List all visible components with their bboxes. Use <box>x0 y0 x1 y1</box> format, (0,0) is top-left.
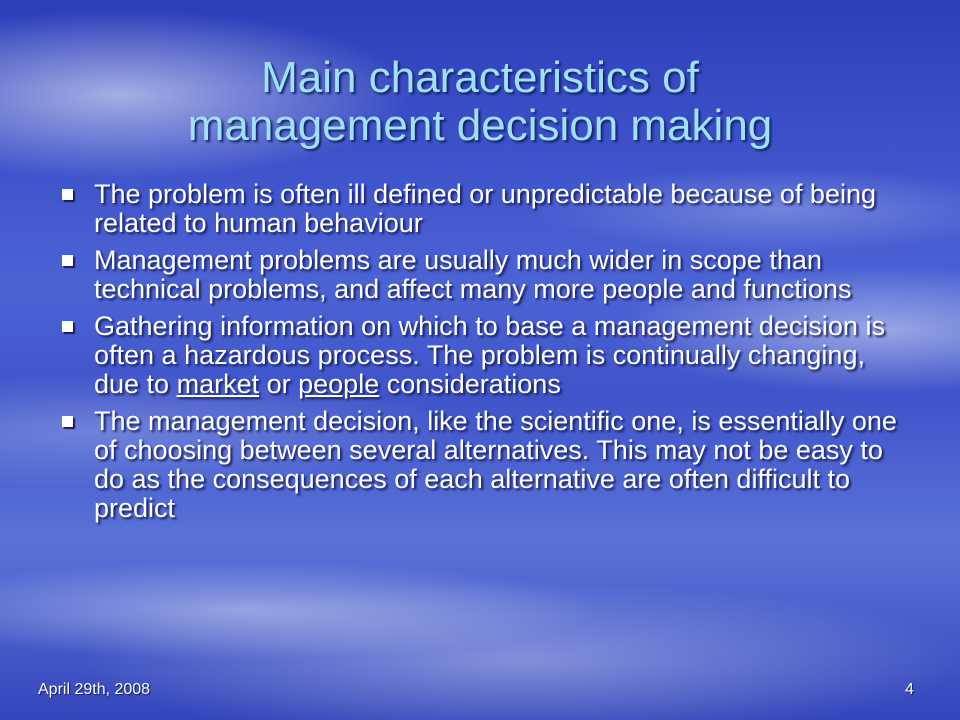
bullet-text-4: The management decision, like the scientific one, is essentially one of choosing between several alternatives. This may not be easy to do as the consequences of each alternative are often difficult to predict <box>94 406 897 523</box>
bullet-item-2 <box>58 246 908 304</box>
bullet-text-2: Management problems are usually much wider in scope than technical problems, and affect many more people and functions <box>94 245 852 304</box>
market-link[interactable]: market <box>176 369 260 399</box>
bullet-text-3-before: Gathering information on which to base a management decision is often a hazardous process. The problem is continually changing, due to <box>94 311 885 399</box>
slide-number: 4 <box>905 681 914 698</box>
square-bullet-icon <box>62 416 73 427</box>
slide-title <box>60 54 900 150</box>
slide-title-line-2: management decision making <box>187 101 773 150</box>
people-link[interactable]: people <box>298 369 380 399</box>
slide-title-line-1: Main characteristics of <box>261 53 699 102</box>
footer-date: April 29th, 2008 <box>38 681 151 698</box>
bullet-text-3-after: considerations <box>379 369 561 399</box>
bullet-item-3 <box>58 312 908 399</box>
bullet-text-3-middle: or <box>259 369 299 399</box>
bullet-text-1: The problem is often ill defined or unpredictable because of being related to human behaviour <box>94 179 876 238</box>
square-bullet-icon <box>62 255 73 266</box>
square-bullet-icon <box>62 189 73 200</box>
bullet-list <box>58 180 908 531</box>
bullet-item-4 <box>58 407 908 523</box>
bullet-item-1 <box>58 180 908 238</box>
square-bullet-icon <box>62 321 73 332</box>
